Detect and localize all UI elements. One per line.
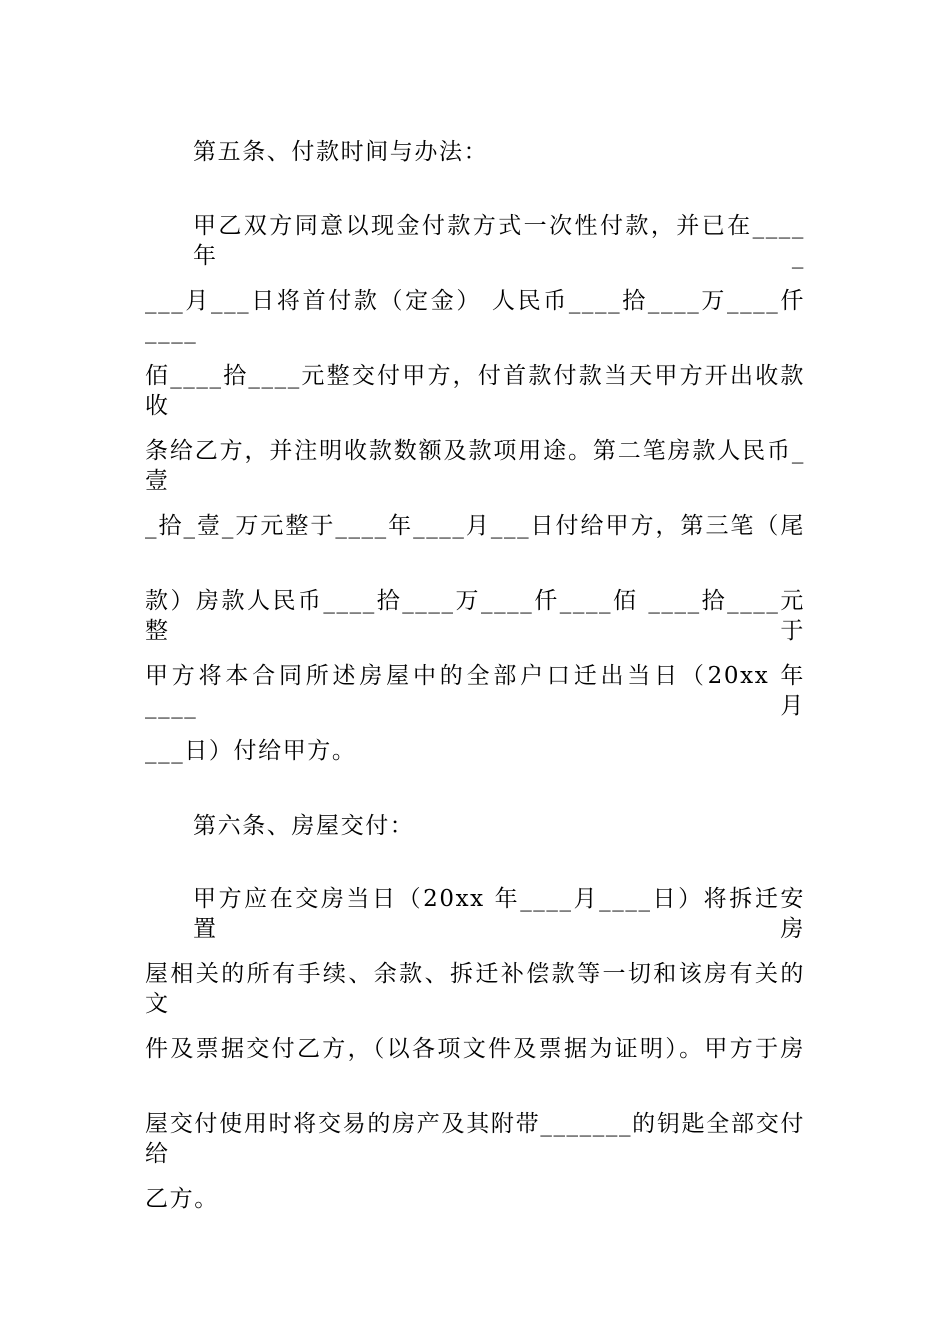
paragraph-line: ___月___日将首付款（定金） 人民币____拾____万____仟____	[145, 288, 805, 344]
article-5-heading: 第五条、付款时间与办法：	[193, 139, 489, 165]
paragraph-line: 屋相关的所有手续、余款、拆迁补偿款等一切和该房有关的文	[145, 961, 805, 1017]
paragraph-line: _拾_壹_万元整于____年____月___日付给甲方，第三笔（尾	[145, 513, 805, 539]
paragraph-line: 款）房款人民币____拾____万____仟____佰 ____拾____元整于	[145, 588, 805, 644]
paragraph-line: 甲乙双方同意以现金付款方式一次性付款，并已在____年_	[193, 213, 805, 269]
paragraph-line: 条给乙方，并注明收款数额及款项用途。第二笔房款人民币_壹	[145, 438, 805, 494]
paragraph-line: ___日）付给甲方。	[145, 738, 357, 764]
paragraph-line: 甲方将本合同所述房屋中的全部户口迁出当日（20xx 年____月	[145, 663, 805, 719]
article-6-heading: 第六条、房屋交付：	[193, 813, 415, 839]
paragraph-line: 甲方应在交房当日（20xx 年____月____日）将拆迁安置房	[193, 886, 805, 942]
paragraph-line: 件及票据交付乙方，（以各项文件及票据为证明）。甲方于房	[145, 1036, 805, 1062]
paragraph-line: 佰____拾____元整交付甲方，付首款付款当天甲方开出收款收	[145, 363, 805, 419]
paragraph-line: 屋交付使用时将交易的房产及其附带_______的钥匙全部交付给	[145, 1111, 805, 1167]
paragraph-line: 乙方。	[145, 1186, 219, 1212]
